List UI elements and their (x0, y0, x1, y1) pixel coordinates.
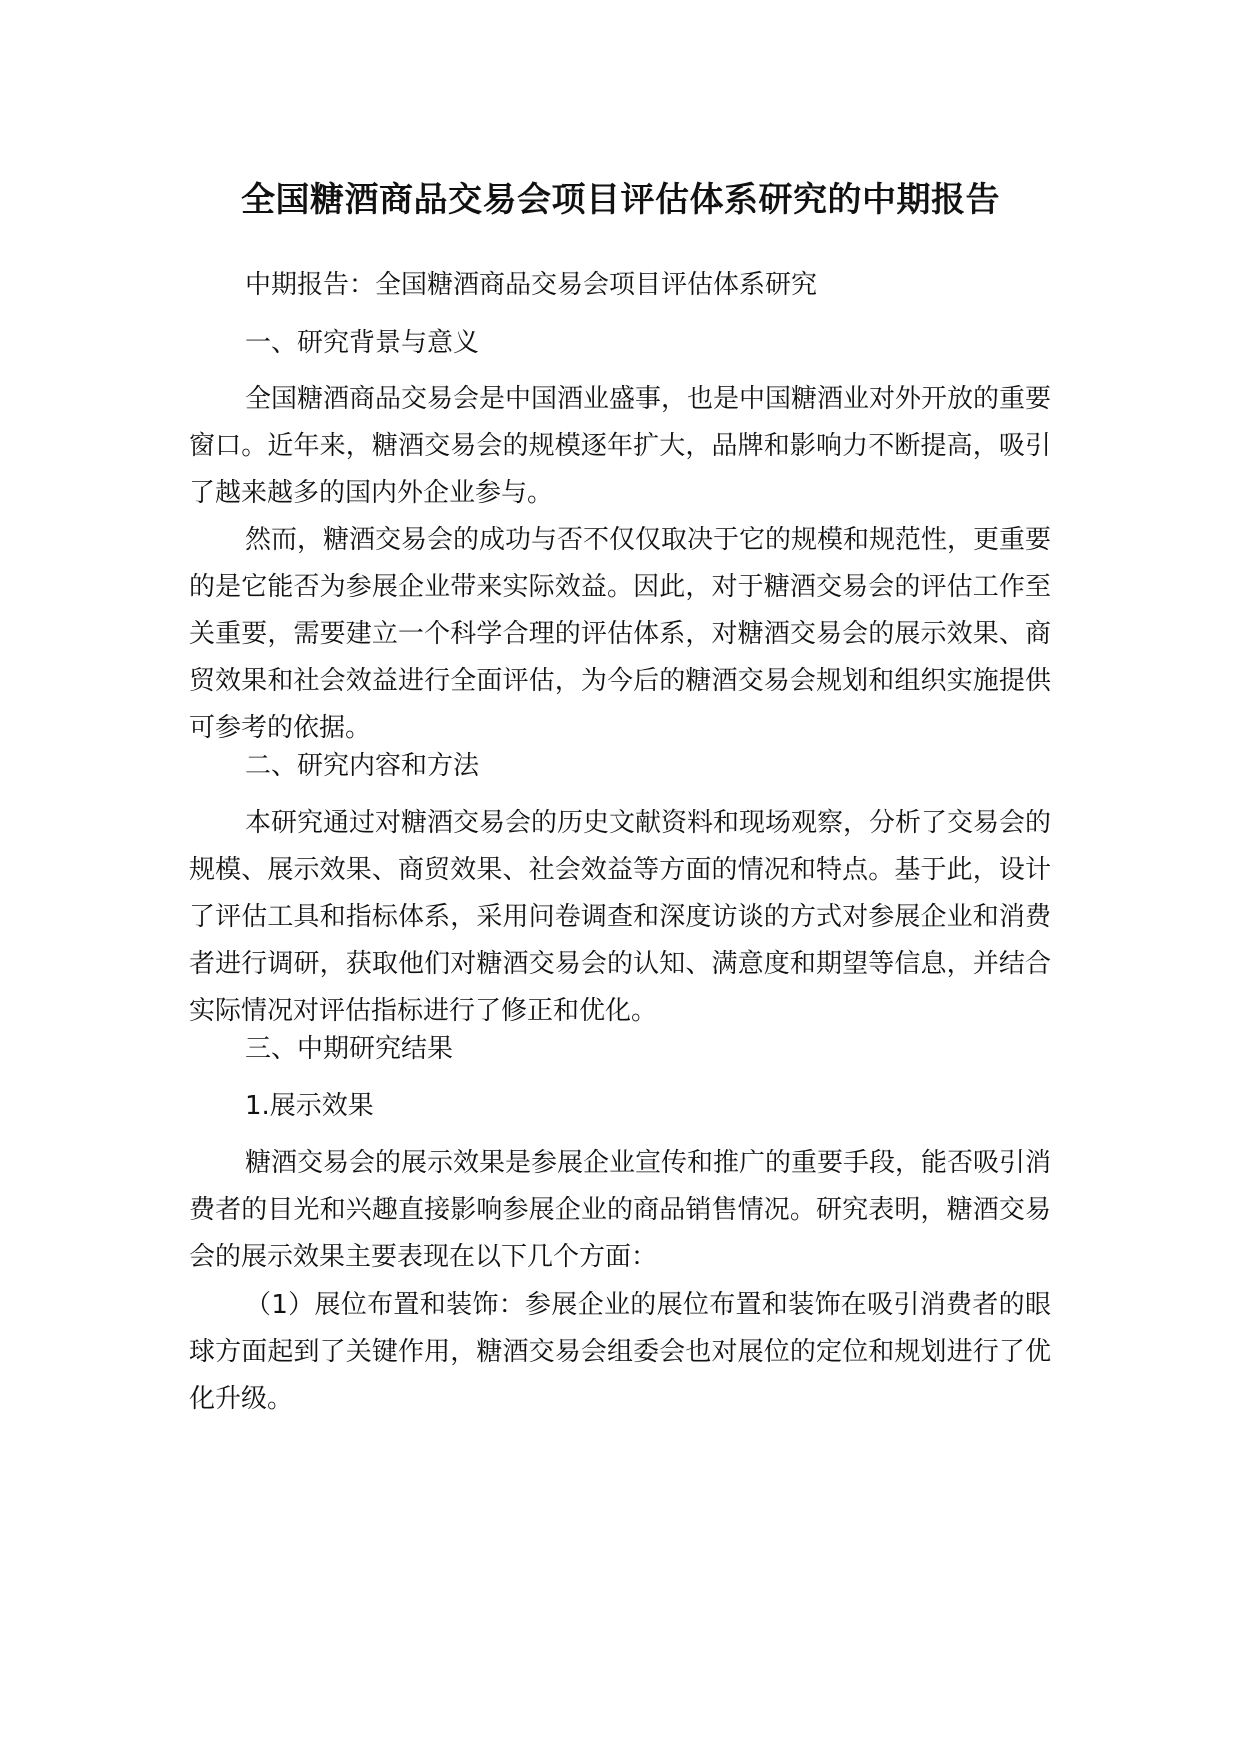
list-item-booth-layout: （1）展位布置和装饰：参展企业的展位布置和装饰在吸引消费者的眼球方面起到了关键作用，糖酒交易会组委会也对展位的定位和规划进行了优化升级。 (189, 1290, 1051, 1414)
subsection-heading-1: 1.展示效果 (245, 1091, 374, 1121)
section-heading-1: 一、研究背景与意义 (245, 328, 480, 358)
report-subtitle: 中期报告：全国糖酒商品交易会项目评估体系研究 (245, 270, 818, 300)
paragraph-background: 全国糖酒商品交易会是中国酒业盛事，也是中国糖酒业对外开放的重要窗口。近年来，糖酒交易会的规模逐年扩大，品牌和影响力不断提高，吸引了越来越多的国内外企业参与。 (189, 384, 1052, 508)
section-heading-2: 二、研究内容和方法 (245, 751, 480, 781)
paragraph-significance: 然而，糖酒交易会的成功与否不仅仅取决于它的规模和规范性，更重要的是它能否为参展企业带来实际效益。因此，对于糖酒交易会的评估工作至关重要，需要建立一个科学合理的评估体系，对糖酒交易会的展示效果、商贸效果和社会效益进行全面评估，为今后的糖酒交易会规划和组织实施提供可参考的依据。 (189, 525, 1052, 743)
document-title: 全国糖酒商品交易会项目评估体系研究的中期报告 (241, 180, 1000, 220)
section-heading-3: 三、中期研究结果 (245, 1034, 454, 1064)
paragraph-methods: 本研究通过对糖酒交易会的历史文献资料和现场观察，分析了交易会的规模、展示效果、商贸效果、社会效益等方面的情况和特点。基于此，设计了评估工具和指标体系，采用问卷调查和深度访谈的方式对参展企业和消费者进行调研，获取他们对糖酒交易会的认知、满意度和期望等信息，并结合实际情况对评估指标进行了修正和优化。 (189, 808, 1052, 1026)
paragraph-display-effect: 糖酒交易会的展示效果是参展企业宣传和推广的重要手段，能否吸引消费者的目光和兴趣直接影响参展企业的商品销售情况。研究表明，糖酒交易会的展示效果主要表现在以下几个方面： (189, 1148, 1052, 1272)
